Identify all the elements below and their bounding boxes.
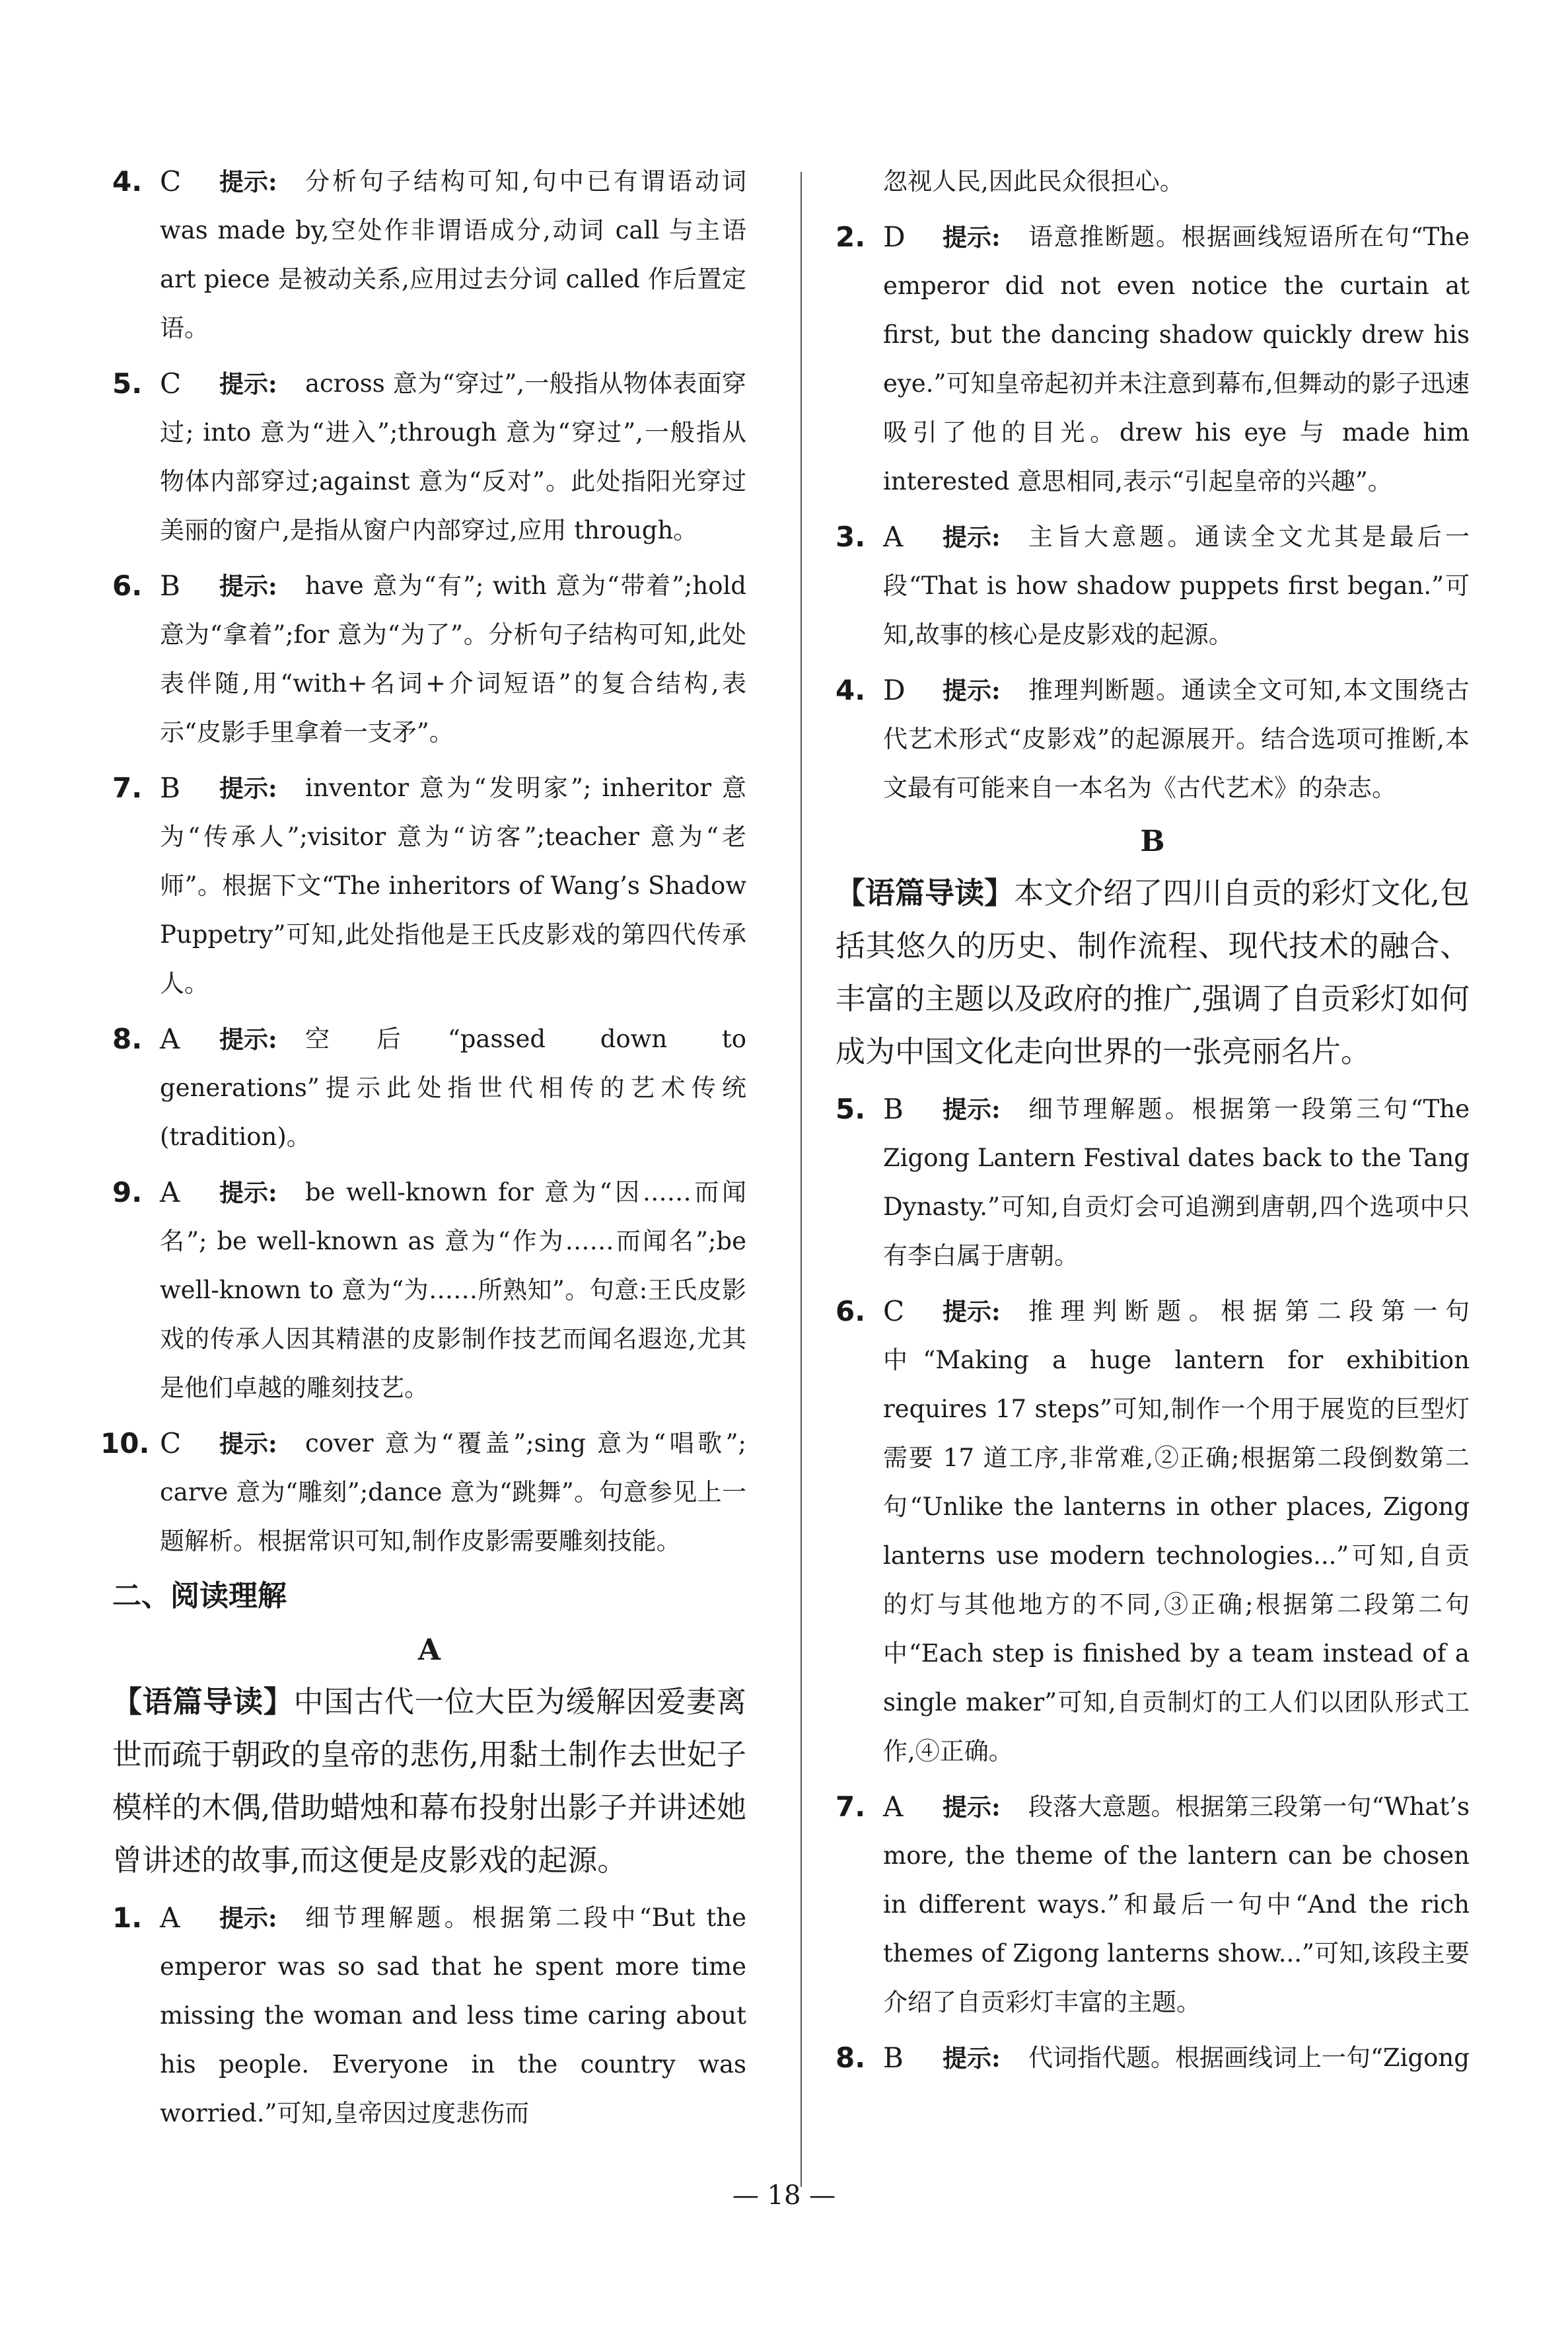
question-number: 8.: [836, 2042, 866, 2074]
question-number: 1.: [112, 1901, 143, 1934]
answer-letter: C: [160, 367, 182, 400]
hint-text: 分析句子结构可知,句中已有谓语动词 was made by,空处作非谓语成分,动词 call 与主语 art piece 是被动关系,应用过去分词 called 作后置定语。: [160, 167, 746, 342]
answer-item-6: [112, 562, 746, 757]
answer-item-5: [112, 359, 746, 555]
hint-text: 推理判断题。根据第二段第一句中“Making a huge lantern for exhibition requires 17 steps”可知,制作一个用于展览的巨型灯需要 17 道工序,非常难,②正确;根据第二段倒数第二句“Unlike the lanterns in other places, Zigong lanterns use modern technologies...”可知,自贡的灯与其他地方的不同,③正确;根据第二段第二句中“Each step is finished by a team instead of a single maker”可知,自贡制灯的工人们以团队形式工作,④正确。: [883, 1297, 1470, 1765]
question-number: 2.: [836, 221, 866, 253]
hint-label: 提示:: [943, 1095, 1001, 1124]
answer-item-2: [836, 213, 1470, 506]
answer-letter: D: [883, 221, 906, 253]
hint-text: inventor 意为“发明家”; inheritor 意为“传承人”;visitor 意为“访客”;teacher 意为“老师”。根据下文“The inheritors of Wang’s Shadow Puppetry”可知,此处指他是王氏皮影戏的第四代传承人。: [160, 774, 746, 998]
page-number: — 18 —: [732, 2180, 836, 2211]
answer-letter: C: [160, 1427, 182, 1459]
answer-item-9: [112, 1168, 746, 1413]
answer-item-7: [112, 764, 746, 1008]
hint-label: 提示:: [219, 167, 277, 196]
part-heading-b: B: [1140, 825, 1165, 858]
guide-label: 【语篇导读】: [836, 875, 1015, 910]
hint-text: 忽视人民,因此民众很担心。: [883, 167, 1184, 196]
hint-label: 提示:: [219, 1903, 277, 1933]
guide-text: 本文介绍了四川自贡的彩灯文化,包括其悠久的历史、制作流程、现代技术的融合、丰富的主题以及政府的推广,强调了自贡彩灯如何成为中国文化走向世界的一张亮丽名片。: [836, 875, 1470, 1069]
question-number: 6.: [112, 570, 143, 602]
hint-label: 提示:: [943, 1297, 1001, 1326]
hint-text: across 意为“穿过”,一般指从物体表面穿过; into 意为“进入”;through 意为“穿过”,一般指从物体内部穿过;against 意为“反对”。此处指阳光穿过美丽的窗户,是指从窗户内部穿过,应用 through。: [160, 369, 746, 544]
left-column: [100, 157, 746, 2138]
answer-letter: B: [883, 2042, 904, 2074]
reading-guide-b: [836, 867, 1470, 1078]
answer-letter: A: [160, 1176, 180, 1208]
answer-item-7b: [836, 1783, 1470, 2027]
question-number: 7.: [112, 772, 143, 804]
answer-letter: B: [160, 570, 180, 602]
answer-letter: A: [883, 1790, 904, 1823]
answer-item-3: [836, 513, 1470, 659]
answer-letter: C: [883, 1295, 905, 1327]
answer-letter: A: [160, 1901, 180, 1934]
answer-item-4: [112, 157, 746, 353]
hint-text: 空后“passed down to generations”提示此处指世代相传的艺术传统(tradition)。: [160, 1025, 746, 1151]
question-number: 5.: [836, 1093, 866, 1125]
answer-item-4b: [836, 666, 1470, 813]
hint-label: 提示:: [219, 1025, 277, 1054]
answer-item-6b: [836, 1287, 1470, 1776]
hint-label: 提示:: [943, 223, 1001, 252]
answer-item-5b: [836, 1085, 1470, 1280]
question-number: 8.: [112, 1023, 143, 1055]
question-number: 7.: [836, 1790, 866, 1823]
hint-text: 细节理解题。根据第二段中“But the emperor was so sad that he spent more time missing the woman and less time caring about his people. Everyone in the country was worried.”可知,皇帝因过度悲伤而: [160, 1903, 746, 2127]
hint-label: 提示:: [219, 572, 277, 601]
hint-label: 提示:: [219, 774, 277, 803]
question-number: 10.: [100, 1427, 150, 1459]
hint-text: 代词指代题。根据画线词上一句“Zigong: [1028, 2044, 1470, 2072]
column-divider: [801, 172, 802, 2187]
hint-text: be well-known for 意为“因……而闻名”; be well-known as 意为“作为……而闻名”;be well-known to 意为“为……所熟知”。句意:王氏皮影戏的传承人因其精湛的皮影制作技艺而闻名遐迩,尤其是他们卓越的雕刻技艺。: [160, 1178, 746, 1402]
question-number: 4.: [836, 674, 866, 706]
guide-text: 中国古代一位大臣为缓解因爱妻离世而疏于朝政的皇帝的悲伤,用黏土制作去世妃子模样的木偶,借助蜡烛和幕布投射出影子并讲述她曾讲述的故事,而这便是皮影戏的起源。: [112, 1684, 746, 1878]
hint-text: 推理判断题。通读全文可知,本文围绕古代艺术形式“皮影戏”的起源展开。结合选项可推断,本文最有可能来自一本名为《古代艺术》的杂志。: [883, 676, 1470, 802]
question-number: 6.: [836, 1295, 866, 1327]
hint-text: have 意为“有”; with 意为“带着”;hold 意为“拿着”;for 意为“为了”。分析句子结构可知,此处表伴随,用“with+名词+介词短语”的复合结构,表示“皮影手里拿着一支矛”。: [160, 572, 746, 747]
answer-letter: B: [883, 1093, 904, 1125]
answer-item-8b: [836, 2034, 1470, 2083]
hint-label: 提示:: [219, 369, 277, 398]
question-number: 3.: [836, 521, 866, 553]
hint-label: 提示:: [943, 676, 1001, 705]
right-column: [836, 157, 1470, 2083]
hint-text: 段落大意题。根据第三段第一句“What’s more, the theme of the lantern can be chosen in different ways.”和最后一句中“And the rich themes of Zigong lanterns show...”可知,该段主要介绍了自贡彩灯丰富的主题。: [883, 1792, 1470, 2016]
hint-label: 提示:: [943, 2044, 1001, 2073]
guide-label: 【语篇导读】: [112, 1684, 294, 1719]
part-heading-a: A: [417, 1633, 441, 1667]
hint-text: 语意推断题。根据画线短语所在句“The emperor did not even notice the curtain at first, but the dancing shadow quickly drew his eye.”可知皇帝起初并未注意到幕布,但舞动的影子迅速吸引了他的目光。drew his eye 与 made him interested 意思相同,表示“引起皇帝的兴趣”。: [883, 223, 1470, 496]
answer-letter: A: [883, 521, 904, 553]
hint-text: cover 意为“覆盖”;sing 意为“唱歌”; carve 意为“雕刻”;dance 意为“跳舞”。句意参见上一题解析。根据常识可知,制作皮影需要雕刻技能。: [160, 1429, 746, 1555]
answer-letter: C: [160, 165, 182, 198]
question-number: 9.: [112, 1176, 143, 1208]
hint-label: 提示:: [219, 1429, 277, 1458]
question-number: 4.: [112, 165, 143, 198]
hint-text: 主旨大意题。通读全文尤其是最后一段“That is how shadow puppets first began.”可知,故事的核心是皮影戏的起源。: [883, 523, 1470, 649]
answer-letter: A: [160, 1023, 180, 1055]
hint-label: 提示:: [943, 1792, 1001, 1822]
hint-label: 提示:: [943, 523, 1001, 552]
answer-item-10: [100, 1419, 746, 1566]
hint-label: 提示:: [219, 1178, 277, 1207]
answer-item-1: [112, 1894, 746, 2138]
reading-guide-a: [112, 1676, 746, 1887]
answer-letter: B: [160, 772, 180, 804]
answer-item-8: [112, 1015, 746, 1162]
answer-letter: D: [883, 674, 906, 706]
question-number: 5.: [112, 367, 143, 400]
hint-text: 细节理解题。根据第一段第三句“The Zigong Lantern Festival dates back to the Tang Dynasty.”可知,自贡灯会可追溯到唐朝,四个选项中只有李白属于唐朝。: [883, 1095, 1470, 1270]
section-title: 二、阅读理解: [112, 1579, 287, 1613]
answer-item-1-continued: [836, 157, 1470, 206]
